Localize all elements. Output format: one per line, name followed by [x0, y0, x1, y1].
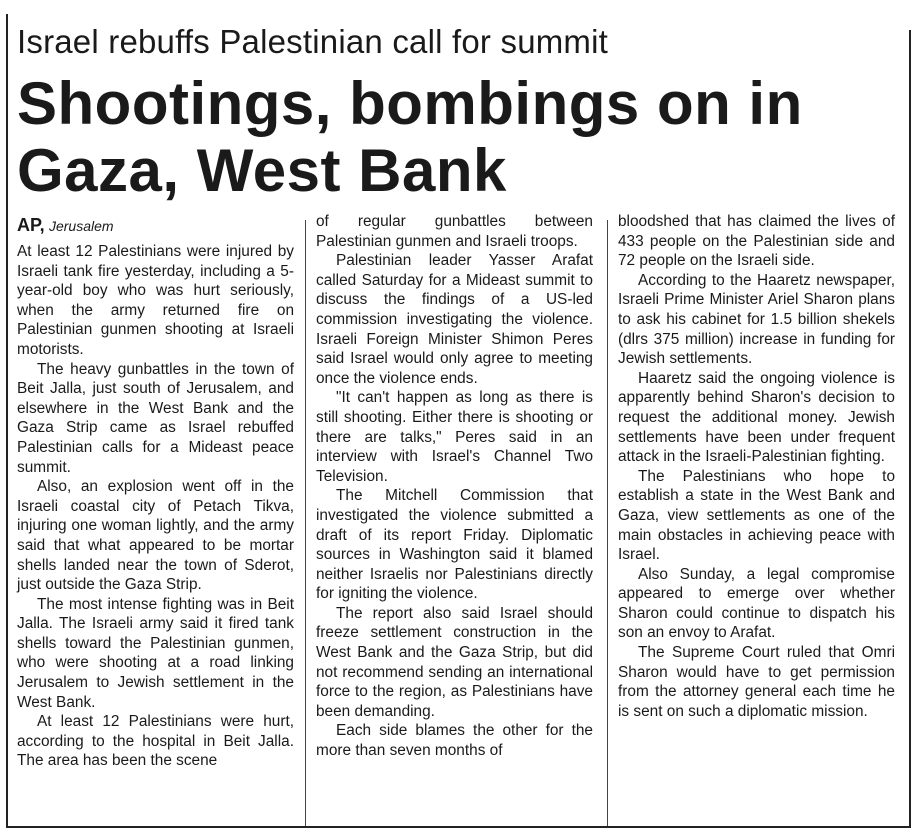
paragraph: "It can't happen as long as there is still shooting. Either there is shooting or there are talks," Peres said in an interview with Israel's Channel Two Television. [316, 389, 593, 485]
article-column-2 [316, 212, 593, 761]
column-divider [305, 220, 306, 826]
paragraph: The heavy gunbattles in the town of Beit Jalla, just south of Jerusalem, and elsewhere in the West Bank and the Gaza Strip came as Israel rebuffed Palestinian calls for a Mideast peace summit. [17, 360, 294, 476]
paragraph: Also, an explosion went off in the Israeli coastal city of Petach Tikva, injuring one woman lightly, and the army said that what appeared to be mortar shells landed near the town of Sderot, just outside the Gaza Strip. [17, 478, 294, 594]
paragraph: At least 12 Palestinians were hurt, according to the hospital in Beit Jalla. The area has been the scene [17, 713, 294, 770]
byline-location: Jerusalem [48, 218, 114, 234]
byline-agency: AP, [17, 215, 45, 235]
paragraph: Also Sunday, a legal compromise appeared to emerge over whether Sharon could continue to dispatch his son an envoy to Arafat. [618, 565, 895, 642]
paragraph: According to the Haaretz newspaper, Israeli Prime Minister Ariel Sharon plans to ask his cabinet for 1.5 billion shekels (dlrs 375 million) increase in funding for Jewish settlements. [618, 271, 895, 368]
paragraph: At least 12 Palestinians were injured by Israeli tank fire yesterday, including a 5-year-old boy who was hurt seriously, when the army returned fire on Palestinian gunmen shooting at Israeli motorists. [17, 243, 294, 358]
paragraph: The Mitchell Commission that investigated the violence submitted a draft of its report Friday. Diplomatic sources in Washington said it blamed neither Israelis nor Palestinians directly for igniting the violence. [316, 487, 593, 603]
column-divider [607, 220, 608, 826]
bottom-border-rule [6, 826, 911, 828]
main-headline: Shootings, bombings on in Gaza, West Bank [17, 70, 803, 204]
article-column-1 [17, 212, 294, 771]
paragraph: Each side blames the other for the more than seven months of [316, 722, 593, 760]
paragraph: The report also said Israel should freeze settlement construction in the West Bank and the Gaza Strip, but did not recommend sending an international force to the region, as Palestinians have been demanding. [316, 604, 593, 720]
paragraph: The Supreme Court ruled that Omri Sharon would have to get permission from the attorney general each time he is sent on such a diplomatic mission. [618, 644, 895, 720]
paragraph: Haaretz said the ongoing violence is apparently behind Sharon's decision to request the additional money. Jewish settlements have been under frequent attack in the Israeli-Palestinian fighting. [618, 369, 895, 466]
paragraph: of regular gunbattles between Palestinian gunmen and Israeli troops. [316, 213, 593, 250]
byline [17, 212, 294, 242]
article-column-3 [618, 212, 895, 721]
kicker-headline: Israel rebuffs Palestinian call for summit [17, 23, 609, 60]
paragraph: The Palestinians who hope to establish a state in the West Bank and Gaza, view settlements as one of the main obstacles in achieving peace with Israel. [618, 467, 895, 564]
paragraph: Palestinian leader Yasser Arafat called Saturday for a Mideast summit to discuss the findings of a US-led commission investigating the violence. Israeli Foreign Minister Shimon Peres said Israel would only agree to meeting once the violence ends. [316, 252, 593, 387]
paragraph: bloodshed that has claimed the lives of 433 people on the Palestinian side and 72 people on the Israeli side. [618, 213, 895, 270]
right-border-rule [909, 30, 911, 826]
paragraph: The most intense fighting was in Beit Jalla. The Israeli army said it fired tank shells toward the Palestinian gunmen, who were shooting at a road linking Jerusalem to Jewish settlement in the West Bank. [17, 595, 294, 711]
left-border-rule [6, 14, 8, 826]
